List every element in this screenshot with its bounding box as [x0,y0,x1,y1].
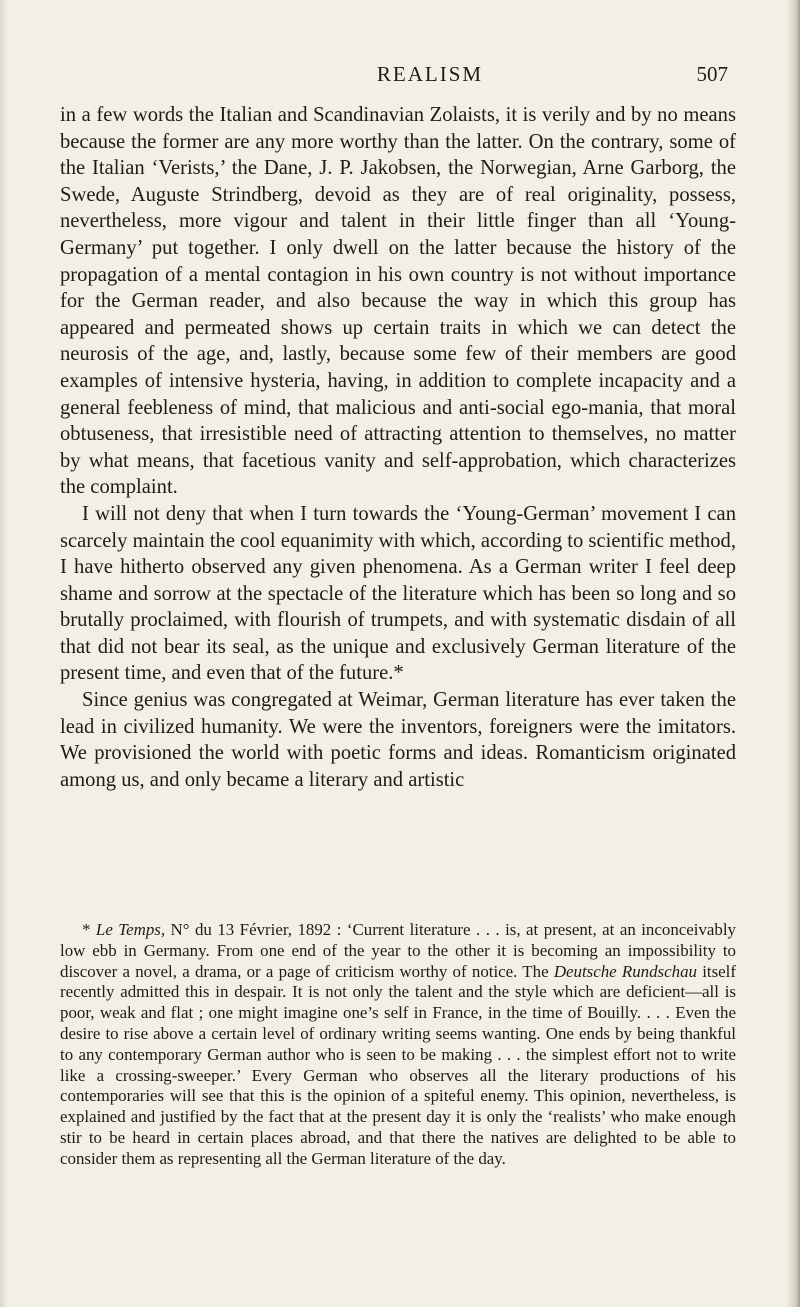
footnote-source: Le Temps, [95,920,166,939]
footnote [60,920,736,1170]
paragraph: I will not deny that when I turn towards the ‘Young-German’ movement I can scarcely maintain the cool equanimity with which, according to scientific method, I have hitherto observed any given phenomena. As a German writer I feel deep shame and sorrow at the spectacle of the literature which has been so long and so brutally proclaimed, with flourish of trumpets, and with systematic disdain of all that did not bear its seal, as the unique and exclusively German literature of the present time, and even that of the future.* [60,502,736,685]
paragraph: Since genius was congregated at Weimar, German literature has ever taken the lead in civilized humanity. We were the inventors, foreigners were the imitators. We provisioned the world with poetic forms and ideas. Romanticism originated among us, and only became a literary and artistic [60,689,736,791]
footnote-paragraph [60,920,736,1170]
page-number: 507 [696,62,728,86]
footnote-journal: Deutsche Rundschau [553,961,697,981]
footnote-marker: * [82,920,96,939]
running-title: REALISM [376,62,484,86]
main-text [60,102,736,793]
page-gutter-shadow [0,0,8,1307]
footnote-text: N° du 13 Février, 1892 : ‘Current literature . . . is, at present, at an inconceivably low ebb in Germany. From one end of the year to the other it is becoming an impossibility to discover a novel, a drama, or a page of criticism worthy of notice. The [60,920,736,981]
page-edge-shadow [786,0,800,1307]
paragraph: in a few words the Italian and Scandinavian Zolaists, it is verily and by no means because the former are any more worthy than the latter. On the contrary, some of the Italian ‘Verists,’ the Dane, J. P. Jakobsen, the Norwegian, Arne Garborg, the Swede, Auguste Strindberg, devoid as they are of real originality, possess, nevertheless, more vigour and talent in their little finger than all ‘Young-Germany’ put together. I only dwell on the latter because the history of the propagation of a mental contagion in his own country is not without importance for the German reader, and also because the way in which this group has appeared and permeated shows up certain traits in which we can detect the neurosis of the age, and, lastly, because some few of their members are good examples of intensive hysteria, having, in addition to complete incapacity and a general feebleness of mind, that malicious and anti-social ego-mania, that moral obtuseness, that irresistible need of attracting attention to themselves, no matter by what means, that facetious vanity and self-approbation, which characterizes the complaint. [60,104,736,499]
page-header [132,62,728,92]
footnote-text: itself recently admitted this in despair. It is not only the talent and the style which are deficient—all is poor, weak and flat ; one might imagine one’s self in France, in the time of Bouilly. . . . Even the desire to rise above a certain level of ordinary writing seems wanting. One ends by being thankful to any contemporary German author who is seen to be making . . . the simplest effort not to write like a crossing-sweeper.’ Every German who observes all the literary productions of his contemporaries will see that this is the opinion of a spiteful enemy. This opinion, nevertheless, is explained and justified by the fact that at the present day it is only the ‘realists’ who make enough stir to be heard in certain places abroad, and that there the natives are delighted to be able to consider them as representing all the German literature of the day. [60,961,736,1168]
